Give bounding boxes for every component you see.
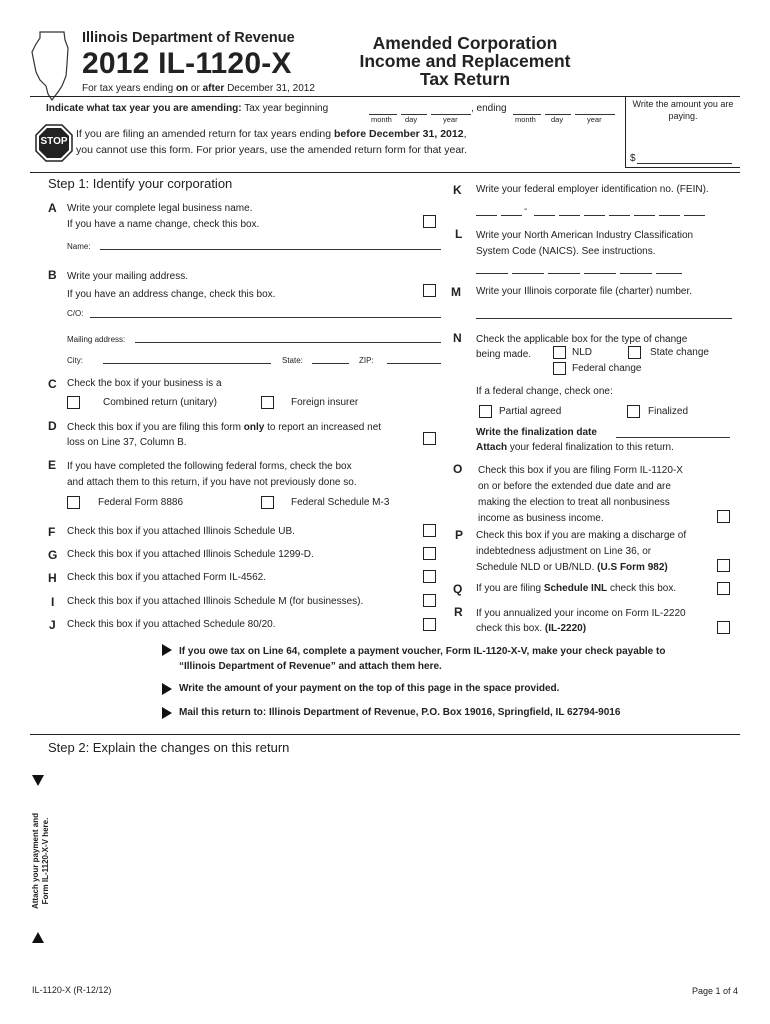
item-g-text: Check this box if you attached Illinois Schedule 1299-D. xyxy=(67,549,314,560)
fein-field[interactable] xyxy=(684,215,705,216)
dollar-sign: $ xyxy=(630,153,636,164)
schedule-1299d-checkbox[interactable] xyxy=(423,547,436,560)
co-field[interactable] xyxy=(90,317,441,318)
ending-label: , ending xyxy=(471,103,507,114)
form-8886-checkbox[interactable] xyxy=(67,496,80,509)
mail-instruction: Mail this return to: Illinois Department of Revenue, P.O. Box 19016, Springfield, IL 62794-9016 xyxy=(179,707,621,718)
federal-change-label: Federal change xyxy=(572,363,642,374)
naics-field[interactable] xyxy=(620,273,652,274)
date-label: year xyxy=(443,115,458,124)
nonbusiness-election-checkbox[interactable] xyxy=(717,510,730,523)
state-change-label: State change xyxy=(650,347,709,358)
zip-field[interactable] xyxy=(387,363,441,364)
naics-field[interactable] xyxy=(584,273,616,274)
charter-number-field[interactable] xyxy=(476,318,732,319)
federal-change-question: If a federal change, check one: xyxy=(476,386,613,397)
item-letter-j: J xyxy=(49,618,56,632)
item-m-text: Write your Illinois corporate file (charter) number. xyxy=(476,286,693,297)
naics-field[interactable] xyxy=(656,273,682,274)
item-letter-k: K xyxy=(453,183,462,197)
item-b-text: Write your mailing address. If you have an address change, check this box. xyxy=(67,271,276,300)
item-c-text: Check the box if your business is a xyxy=(67,378,222,389)
fein-field[interactable] xyxy=(534,215,555,216)
partial-agreed-checkbox[interactable] xyxy=(479,405,492,418)
date-label: month xyxy=(515,115,536,124)
stop-sign-text: STOP xyxy=(40,136,68,147)
foreign-insurer-label: Foreign insurer xyxy=(291,397,359,408)
fein-field[interactable] xyxy=(501,215,522,216)
increased-net-loss-checkbox[interactable] xyxy=(423,432,436,445)
item-h-text: Check this box if you attached Form IL-4562. xyxy=(67,572,266,583)
schedule-m-checkbox[interactable] xyxy=(423,594,436,607)
combined-return-label: Combined return (unitary) xyxy=(103,397,217,408)
right-title: Amended Corporation Income and Replacement Tax Return xyxy=(359,33,571,89)
arrow-right-icon xyxy=(162,644,172,656)
city-label: City: xyxy=(67,356,83,365)
payment-voucher-instruction: If you owe tax on Line 64, complete a payment voucher, Form IL-1120-X-V, make your check payable to “Illinois Department of Revenue” and attach them here. xyxy=(179,646,666,672)
form-revision: IL-1120-X (R-12/12) xyxy=(32,985,112,995)
item-p-text: Check this box if you are making a discharge of indebtedness adjustment on Line 36, or Schedule NLD or UB/NLD. (U.S Form 982) xyxy=(476,530,687,573)
zip-label: ZIP: xyxy=(359,356,374,365)
date-label: month xyxy=(371,115,392,124)
fein-dash: - xyxy=(524,204,528,215)
partial-agreed-label: Partial agreed xyxy=(499,406,562,417)
arrow-up-icon xyxy=(32,932,44,943)
naics-field[interactable] xyxy=(548,273,580,274)
mailing-address-field[interactable] xyxy=(135,342,441,343)
divider xyxy=(30,172,740,173)
form-il4562-checkbox[interactable] xyxy=(423,570,436,583)
schedule-m3-label: Federal Schedule M-3 xyxy=(291,497,390,508)
item-letter-a: A xyxy=(48,201,57,215)
federal-change-checkbox[interactable] xyxy=(553,362,566,375)
item-o-text: Check this box if you are filing Form IL-1120-X on or before the extended due date and are making the election to treat all nonbusiness income as business income. xyxy=(478,465,683,524)
payment-amount-instruction: Write the amount of your payment on the top of this page in the space provided. xyxy=(179,683,560,694)
item-letter-d: D xyxy=(48,419,57,433)
schedule-ub-checkbox[interactable] xyxy=(423,524,436,537)
item-letter-l: L xyxy=(455,227,463,241)
discharge-indebtedness-checkbox[interactable] xyxy=(717,559,730,572)
co-label: C/O: xyxy=(67,309,84,318)
nld-label: NLD xyxy=(572,347,593,358)
item-letter-i: I xyxy=(51,595,55,609)
item-letter-n: N xyxy=(453,331,462,345)
arrow-right-icon xyxy=(162,683,172,695)
state-change-checkbox[interactable] xyxy=(628,346,641,359)
page-number: Page 1 of 4 xyxy=(692,986,739,996)
finalized-label: Finalized xyxy=(648,406,689,417)
schedule-80-20-checkbox[interactable] xyxy=(423,618,436,631)
combined-return-checkbox[interactable] xyxy=(67,396,80,409)
item-letter-r: R xyxy=(454,605,463,619)
attach-finalization-text: Attach your federal finalization to this return. xyxy=(476,442,674,453)
item-e-text: If you have completed the following federal forms, check the box and attach them to this return, if you have not previously done so. xyxy=(67,461,357,488)
address-change-checkbox[interactable] xyxy=(423,284,436,297)
item-letter-o: O xyxy=(453,462,463,476)
state-field[interactable] xyxy=(312,363,349,364)
item-i-text: Check this box if you attached Illinois Schedule M (for businesses). xyxy=(67,596,364,607)
arrow-down-icon xyxy=(32,775,44,786)
form-title: 2012 IL-1120-X xyxy=(82,47,292,80)
fein-field[interactable] xyxy=(609,215,630,216)
mailing-address-label: Mailing address: xyxy=(67,335,126,344)
schedule-inl-checkbox[interactable] xyxy=(717,582,730,595)
payment-amount-label: Write the amount you are paying. xyxy=(632,99,734,121)
fein-field[interactable] xyxy=(476,215,497,216)
finalization-date-label: Write the finalization date xyxy=(476,427,597,438)
item-j-text: Check this box if you attached Schedule 80/20. xyxy=(67,619,276,630)
item-a-text: Write your complete legal business name. If you have a name change, check this box. xyxy=(67,203,260,230)
step2-title: Step 2: Explain the changes on this return xyxy=(48,740,290,755)
item-letter-q: Q xyxy=(453,582,463,596)
fein-field[interactable] xyxy=(584,215,605,216)
item-f-text: Check this box if you attached Illinois Schedule UB. xyxy=(67,526,295,537)
divider xyxy=(30,734,740,735)
date-label: year xyxy=(587,115,602,124)
finalization-date-field[interactable] xyxy=(616,437,730,438)
item-q-text: If you are filing Schedule INL check this box. xyxy=(476,583,677,594)
fein-field[interactable] xyxy=(559,215,580,216)
item-letter-c: C xyxy=(48,377,57,391)
form-subtitle: For tax years ending on or after December 31, 2012 xyxy=(82,83,315,94)
nld-checkbox[interactable] xyxy=(553,346,566,359)
attach-payment-note: Attach your payment and Form IL-1120-X-V here. xyxy=(31,813,50,910)
item-letter-b: B xyxy=(48,268,57,282)
state-label: State: xyxy=(282,356,303,365)
arrow-right-icon xyxy=(162,707,172,719)
item-k-text: Write your federal employer identification no. (FEIN). xyxy=(476,184,709,195)
name-field[interactable] xyxy=(100,249,441,250)
illinois-map-icon xyxy=(30,30,72,102)
date-label: day xyxy=(405,115,418,124)
name-label: Name: xyxy=(67,242,91,251)
name-change-checkbox[interactable] xyxy=(423,215,436,228)
city-field[interactable] xyxy=(103,363,271,364)
fein-field[interactable] xyxy=(659,215,680,216)
indicate-tax-year: Indicate what tax year you are amending: Tax year beginning xyxy=(46,103,329,114)
form-8886-label: Federal Form 8886 xyxy=(98,497,184,508)
item-letter-p: P xyxy=(455,528,464,542)
department-name: Illinois Department of Revenue xyxy=(82,30,295,46)
naics-field[interactable] xyxy=(512,273,544,274)
naics-field[interactable] xyxy=(476,273,508,274)
step1-title: Step 1: Identify your corporation xyxy=(48,176,233,191)
finalized-checkbox[interactable] xyxy=(627,405,640,418)
item-letter-m: M xyxy=(451,285,461,299)
item-l-text: Write your North American Industry Classification System Code (NAICS). See instructions. xyxy=(476,230,694,257)
date-label: day xyxy=(551,115,564,124)
fein-field[interactable] xyxy=(634,215,655,216)
item-n-text: Check the applicable box for the type of change being made. xyxy=(476,334,688,360)
item-d-text: Check this box if you are filing this form only to report an increased net loss on Line 37, Column B. xyxy=(67,422,382,448)
item-letter-h: H xyxy=(48,571,57,585)
payment-amount-field[interactable] xyxy=(637,163,732,164)
item-r-text: If you annualized your income on Form IL-2220 check this box. (IL-2220) xyxy=(476,608,686,634)
annualized-income-checkbox[interactable] xyxy=(717,621,730,634)
schedule-m3-checkbox[interactable] xyxy=(261,496,274,509)
item-letter-f: F xyxy=(48,525,56,539)
foreign-insurer-checkbox[interactable] xyxy=(261,396,274,409)
stop-notice: If you are filing an amended return for tax years ending before December 31, 2012, you cannot use this form. For prior years, use the amended return form for that year. xyxy=(76,128,468,156)
item-letter-e: E xyxy=(48,458,57,472)
item-letter-g: G xyxy=(48,548,58,562)
